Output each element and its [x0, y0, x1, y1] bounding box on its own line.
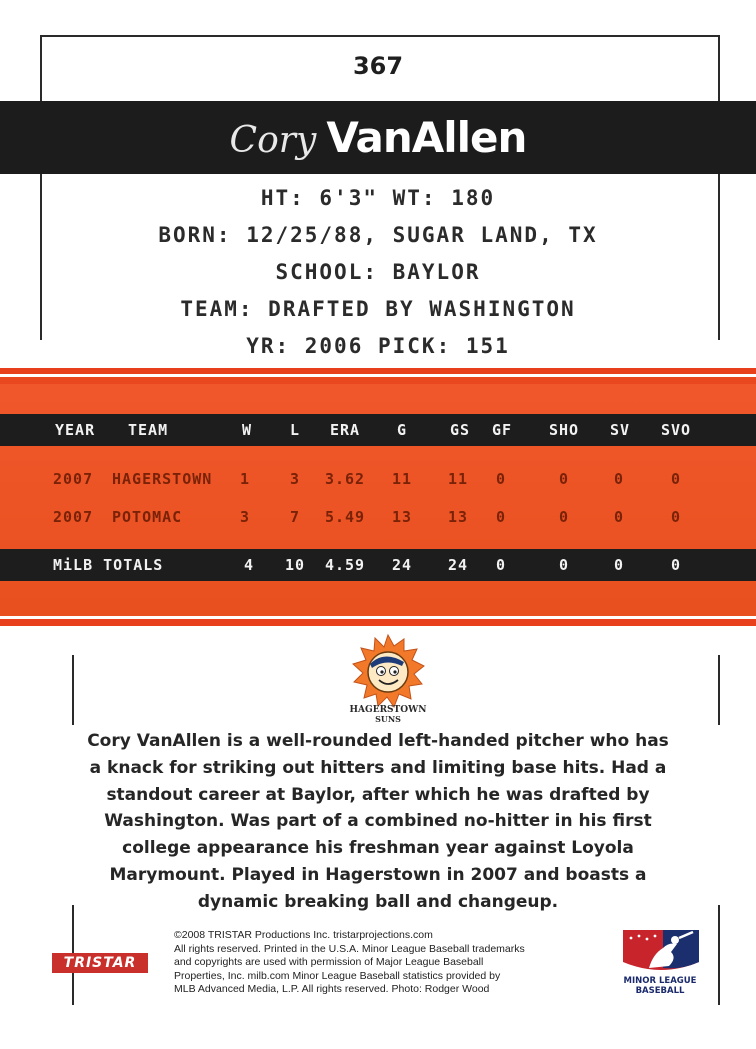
frame-top-line — [40, 35, 720, 37]
last-name: VanAllen — [326, 113, 527, 162]
top-stripe-thin — [0, 377, 756, 384]
blurb-line: Marymount. Played in Hagerstown in 2007 and boasts a — [109, 864, 647, 885]
col-year: YEAR — [55, 421, 96, 439]
row-team: HAGERSTOWN — [112, 470, 213, 488]
frame-right-bottom — [718, 905, 720, 1005]
legal-text — [174, 929, 604, 997]
milb-line2: BASEBALL — [635, 986, 685, 996]
col-team: TEAM — [128, 421, 169, 439]
row-g: 11 — [391, 470, 413, 488]
row-svo: 0 — [670, 508, 682, 526]
draft-info: YR: 2006 PICK: 151 — [246, 334, 510, 358]
legal-line: Properties, Inc. milb.com Minor League Baseball statistics provided by — [174, 969, 501, 982]
totals-sv: 0 — [613, 556, 625, 574]
legal-line: and copyrights are used with permission of Major League Baseball — [174, 956, 484, 968]
table-row — [0, 464, 756, 494]
blurb-line: dynamic breaking ball and changeup. — [197, 891, 559, 912]
tristar-logo: TRISTAR — [52, 953, 148, 973]
row-gf: 0 — [495, 508, 507, 526]
player-name — [0, 101, 756, 174]
player-blurb — [60, 728, 696, 916]
col-gs: GS — [449, 421, 471, 439]
col-era: ERA — [329, 421, 361, 439]
totals-gf: 0 — [495, 556, 507, 574]
row-sv: 0 — [613, 470, 625, 488]
sun-mascot-icon — [343, 630, 433, 726]
totals-sho: 0 — [558, 556, 570, 574]
row-gf: 0 — [495, 470, 507, 488]
row-gs: 13 — [447, 508, 469, 526]
blurb-line: a knack for striking out hitters and limiting base hits. Had a — [89, 757, 667, 778]
row-year: 2007 — [53, 470, 94, 488]
row-era: 3.62 — [324, 470, 366, 488]
team-logo-line1: HAGERSTOWN — [349, 705, 427, 715]
milb-batter-icon — [619, 928, 703, 976]
totals-svo: 0 — [670, 556, 682, 574]
row-w: 3 — [239, 508, 251, 526]
birth-info: BORN: 12/25/88, SUGAR LAND, TX — [158, 223, 598, 247]
row-gs: 11 — [447, 470, 469, 488]
col-l: L — [289, 421, 301, 439]
row-svo: 0 — [670, 470, 682, 488]
totals-era: 4.59 — [324, 556, 366, 574]
totals-w: 4 — [243, 556, 255, 574]
row-l: 7 — [289, 508, 301, 526]
totals-row — [0, 550, 756, 580]
blurb-line: standout career at Baylor, after which he was drafted by — [106, 784, 650, 805]
team-logo — [343, 630, 433, 726]
team-info: TEAM: DRAFTED BY WASHINGTON — [180, 297, 576, 321]
school-info: SCHOOL: BAYLOR — [275, 260, 481, 284]
row-sv: 0 — [613, 508, 625, 526]
legal-line: All rights reserved. Printed in the U.S.A. Minor League Baseball trademarks — [174, 942, 525, 955]
frame-right-low — [718, 655, 720, 725]
row-era: 5.49 — [324, 508, 366, 526]
col-w: W — [241, 421, 253, 439]
row-year: 2007 — [53, 508, 94, 526]
col-gf: GF — [491, 421, 513, 439]
totals-gs: 24 — [447, 556, 469, 574]
col-svo: SVO — [660, 421, 692, 439]
stats-header-row — [0, 415, 756, 445]
milb-wordmark — [612, 976, 708, 996]
col-sv: SV — [609, 421, 631, 439]
blurb-line: Washington. Was part of a combined no-hitter in his first — [104, 811, 652, 832]
col-sho: SHO — [548, 421, 580, 439]
first-name: Cory — [229, 120, 317, 161]
col-g: G — [396, 421, 408, 439]
row-g: 13 — [391, 508, 413, 526]
totals-label: MiLB TOTALS — [53, 556, 164, 574]
row-team: POTOMAC — [112, 508, 183, 526]
totals-l: 10 — [284, 556, 306, 574]
milb-line1: MINOR LEAGUE — [623, 976, 697, 986]
blurb-line: Cory VanAllen is a well-rounded left-handed pitcher who has — [87, 731, 669, 751]
table-row — [0, 502, 756, 532]
row-l: 3 — [289, 470, 301, 488]
card-number: 367 — [352, 52, 404, 80]
row-sho: 0 — [558, 470, 570, 488]
row-w: 1 — [239, 470, 251, 488]
legal-line: MLB Advanced Media, L.P. All rights reserved. Photo: Rodger Wood — [174, 983, 490, 995]
legal-line: ©2008 TRISTAR Productions Inc. tristarprojections.com — [174, 929, 433, 941]
frame-left-low — [72, 655, 74, 725]
team-logo-line2: SUNS — [375, 714, 401, 724]
totals-g: 24 — [391, 556, 413, 574]
height-weight: HT: 6'3" WT: 180 — [260, 186, 496, 210]
blurb-line: college appearance his freshman year against Loyola — [122, 838, 634, 859]
row-sho: 0 — [558, 508, 570, 526]
bottom-stripe-red — [0, 619, 756, 626]
